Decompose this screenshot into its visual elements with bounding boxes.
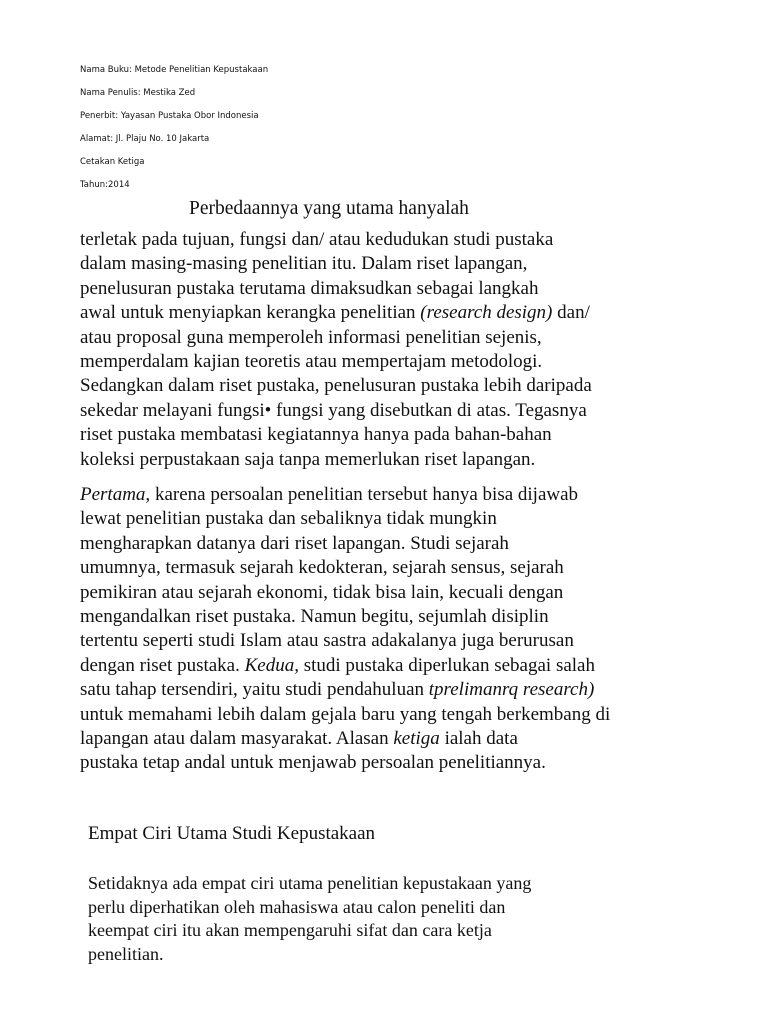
year-line: Tahun:2014 (80, 180, 130, 190)
paragraph-2 (80, 483, 610, 776)
text-line: tertentu seperti studi Islam atau sastra adakalanya juga berurusan (80, 630, 574, 652)
text-line: pemikiran atau sejarah ekonomi, tidak bisa lain, kecuali dengan (80, 581, 564, 603)
text-line: awal untuk menyiapkan kerangka penelitian (research design) dan/ (80, 302, 590, 324)
text-line: mengharapkan datanya dari riset lapangan. Studi sejarah (80, 532, 509, 554)
text-line: terletak pada tujuan, fungsi dan/ atau kedudukan studi pustaka (80, 229, 554, 250)
text-line: umumnya, termasuk sejarah kedokteran, sejarah sensus, sejarah (80, 557, 564, 579)
text-line: lewat penelitian pustaka dan sebaliknya tidak mungkin (80, 508, 497, 530)
italic-phrase: ketiga (393, 728, 440, 750)
text-line: sekedar melayani fungsi• fungsi yang disebutkan di atas. Tegasnya (80, 399, 587, 421)
text-line: lapangan atau dalam masyarakat. Alasan ketiga ialah data (80, 728, 518, 750)
text-line: keempat ciri itu akan mempengaruhi sifat dan cara ketja (88, 920, 492, 940)
text-line: mengandalkan riset pustaka. Namun begitu, sejumlah disiplin (80, 606, 549, 628)
edition-line: Cetakan Ketiga (80, 157, 145, 167)
publisher-line: Penerbit: Yayasan Pustaka Obor Indonesia (80, 111, 259, 121)
italic-phrase: (research design) (420, 302, 553, 324)
text-line: Pertama, karena persoalan penelitian tersebut hanya bisa dijawab (80, 484, 579, 505)
text-line: untuk memahami lebih dalam gejala baru yang tengah berkembang di (80, 703, 611, 725)
text-line: penelitian. (88, 943, 164, 964)
section-heading: Empat Ciri Utama Studi Kepustakaan (88, 823, 376, 844)
italic-phrase: Kedua, (244, 654, 299, 676)
text-line: pustaka tetap andal untuk menjawab persoalan penelitiannya. (80, 752, 546, 774)
book-info (80, 64, 268, 202)
text-line: dengan riset pustaka. Kedua, studi pustaka diperlukan sebagai salah (80, 654, 595, 676)
italic-phrase: tprelimanrq research) (428, 679, 595, 701)
address-line: Alamat: Jl. Plaju No. 10 Jakarta (80, 134, 210, 144)
author-line: Nama Penulis: Mestika Zed (80, 88, 196, 98)
text-line: riset pustaka membatasi kegiatannya hanya pada bahan-bahan (80, 424, 552, 446)
italic-phrase: Pertama, (80, 484, 151, 505)
text-line: perlu diperhatikan oleh mahasiswa atau calon peneliti dan (88, 896, 506, 917)
text-line: satu tahap tersendiri, yaitu studi pendahuluan tprelimanrq research) (80, 679, 595, 701)
lead-line: Perbedaannya yang utama hanyalah (189, 198, 469, 219)
text-line: koleksi perpustakaan saja tanpa memerlukan riset lapangan. (80, 448, 536, 470)
paragraph-3 (88, 872, 531, 966)
book-title-line: Nama Buku: Metode Penelitian Kepustakaan (80, 65, 269, 75)
text-line: memperdalam kajian teoretis atau mempertajam metodologi. (80, 351, 543, 373)
text-line: atau proposal guna memperoleh informasi penelitian sejenis, (80, 326, 542, 348)
text-line: Setidaknya ada empat ciri utama penelitian kepustakaan yang (88, 873, 532, 893)
paragraph-1 (80, 228, 592, 472)
text-line: Sedangkan dalam riset pustaka, penelusuran pustaka lebih daripada (80, 375, 592, 397)
text-line: dalam masing-masing penelitian itu. Dalam riset lapangan, (80, 253, 528, 275)
text-line: penelusuran pustaka terutama dimaksudkan sebagai langkah (80, 277, 539, 299)
